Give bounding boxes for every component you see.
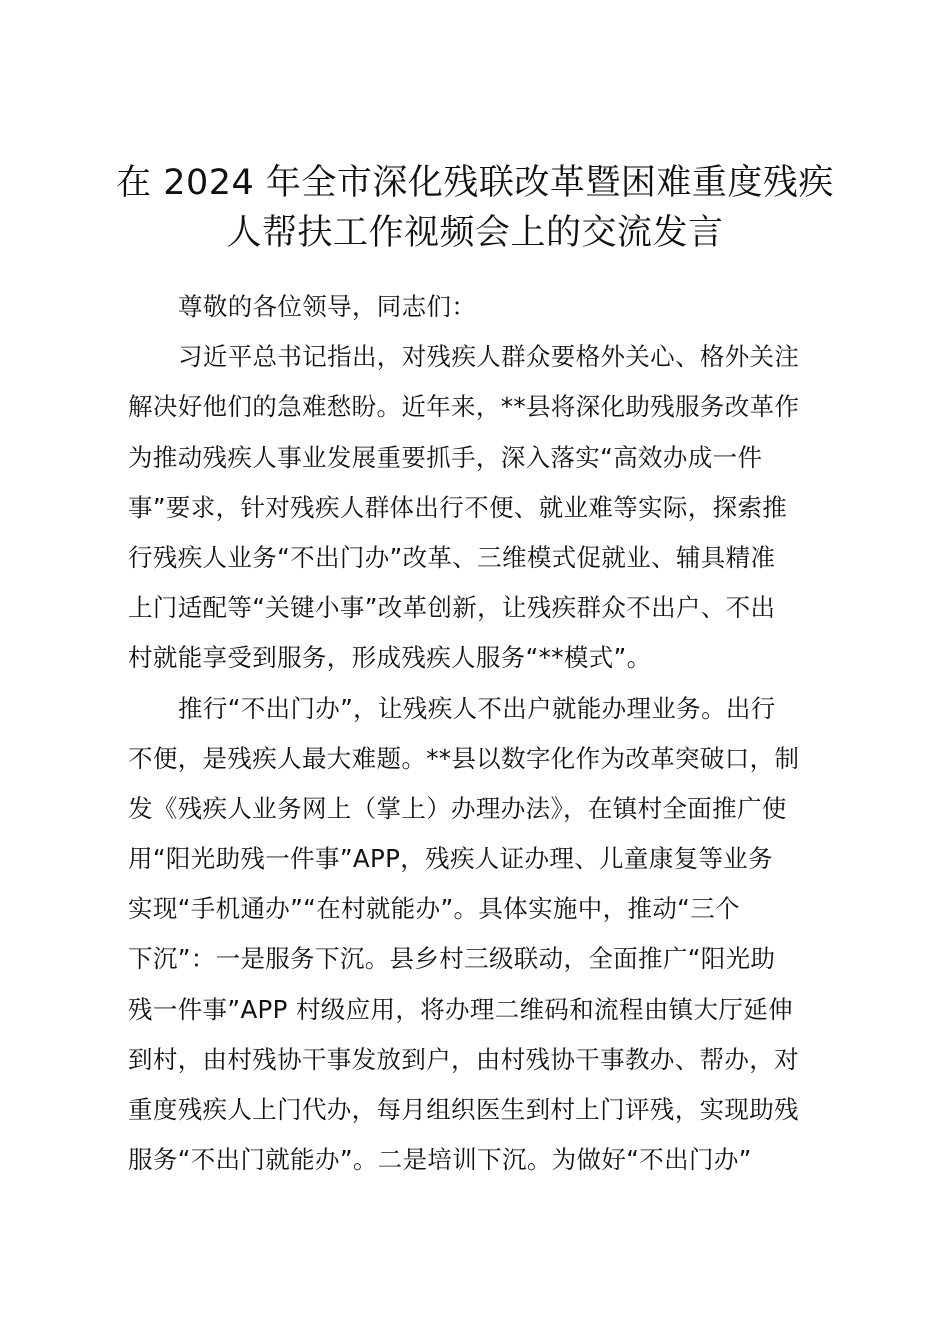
paragraph-2-line: 用“阳光助残一件事”APP，残疾人证办理、儿童康复等业务 bbox=[128, 844, 773, 874]
paragraph-2-line: 下沉”：一是服务下沉。县乡村三级联动，全面推广“阳光助 bbox=[128, 944, 776, 974]
paragraph-1-line: 事”要求，针对残疾人群体出行不便、就业难等实际，探索推 bbox=[128, 492, 788, 522]
paragraph-1-line: 解决好他们的急难愁盼。近年来，**县将深化助残服务改革作 bbox=[128, 392, 800, 422]
paragraph-2-line: 发《残疾人业务网上（掌上）办理办法》，在镇村全面推广使 bbox=[128, 793, 787, 823]
paragraph-2-line: 实现“手机通办”“在村就能办”。具体实施中，推动“三个 bbox=[128, 894, 740, 924]
paragraph-2-line: 服务“不出门就能办”。二是培训下沉。为做好“不出门办” bbox=[128, 1145, 752, 1175]
paragraph-1-line: 上门适配等“关键小事”改革创新，让残疾群众不出户、不出 bbox=[128, 593, 776, 623]
paragraph-2-line: 推行“不出门办”，让残疾人不出户就能办理业务。出行 bbox=[178, 693, 776, 723]
paragraph-1-line: 行残疾人业务“不出门办”改革、三维模式促就业、辅具精准 bbox=[128, 542, 776, 572]
salutation: 尊敬的各位领导，同志们： bbox=[178, 292, 477, 321]
paragraph-1-line: 村就能享受到服务，形成残疾人服务“**模式”。 bbox=[128, 643, 652, 673]
paragraph-2-line: 不便，是残疾人最大难题。**县以数字化作为改革突破口，制 bbox=[128, 743, 800, 773]
document-body bbox=[128, 282, 838, 1185]
document-title bbox=[100, 158, 850, 258]
paragraph-1-line: 习近平总书记指出，对残疾人群众要格外关心、格外关注 bbox=[178, 342, 800, 372]
paragraph-2-line: 到村，由村残协干事发放到户，由村残协干事教办、帮办，对 bbox=[128, 1044, 799, 1074]
paragraph-2-line: 残一件事”APP 村级应用，将办理二维码和流程由镇大厅延伸 bbox=[128, 994, 793, 1024]
paragraph-2-line: 重度残疾人上门代办，每月组织医生到村上门评残，实现助残 bbox=[128, 1095, 799, 1124]
title-line-2: 人帮扶工作视频会上的交流发言 bbox=[226, 213, 724, 253]
paragraph-1-line: 为推动残疾人事业发展重要抓手，深入落实“高效办成一件 bbox=[128, 442, 763, 472]
title-line-1: 在 2024 年全市深化残联改革暨困难重度残疾 bbox=[116, 163, 834, 203]
